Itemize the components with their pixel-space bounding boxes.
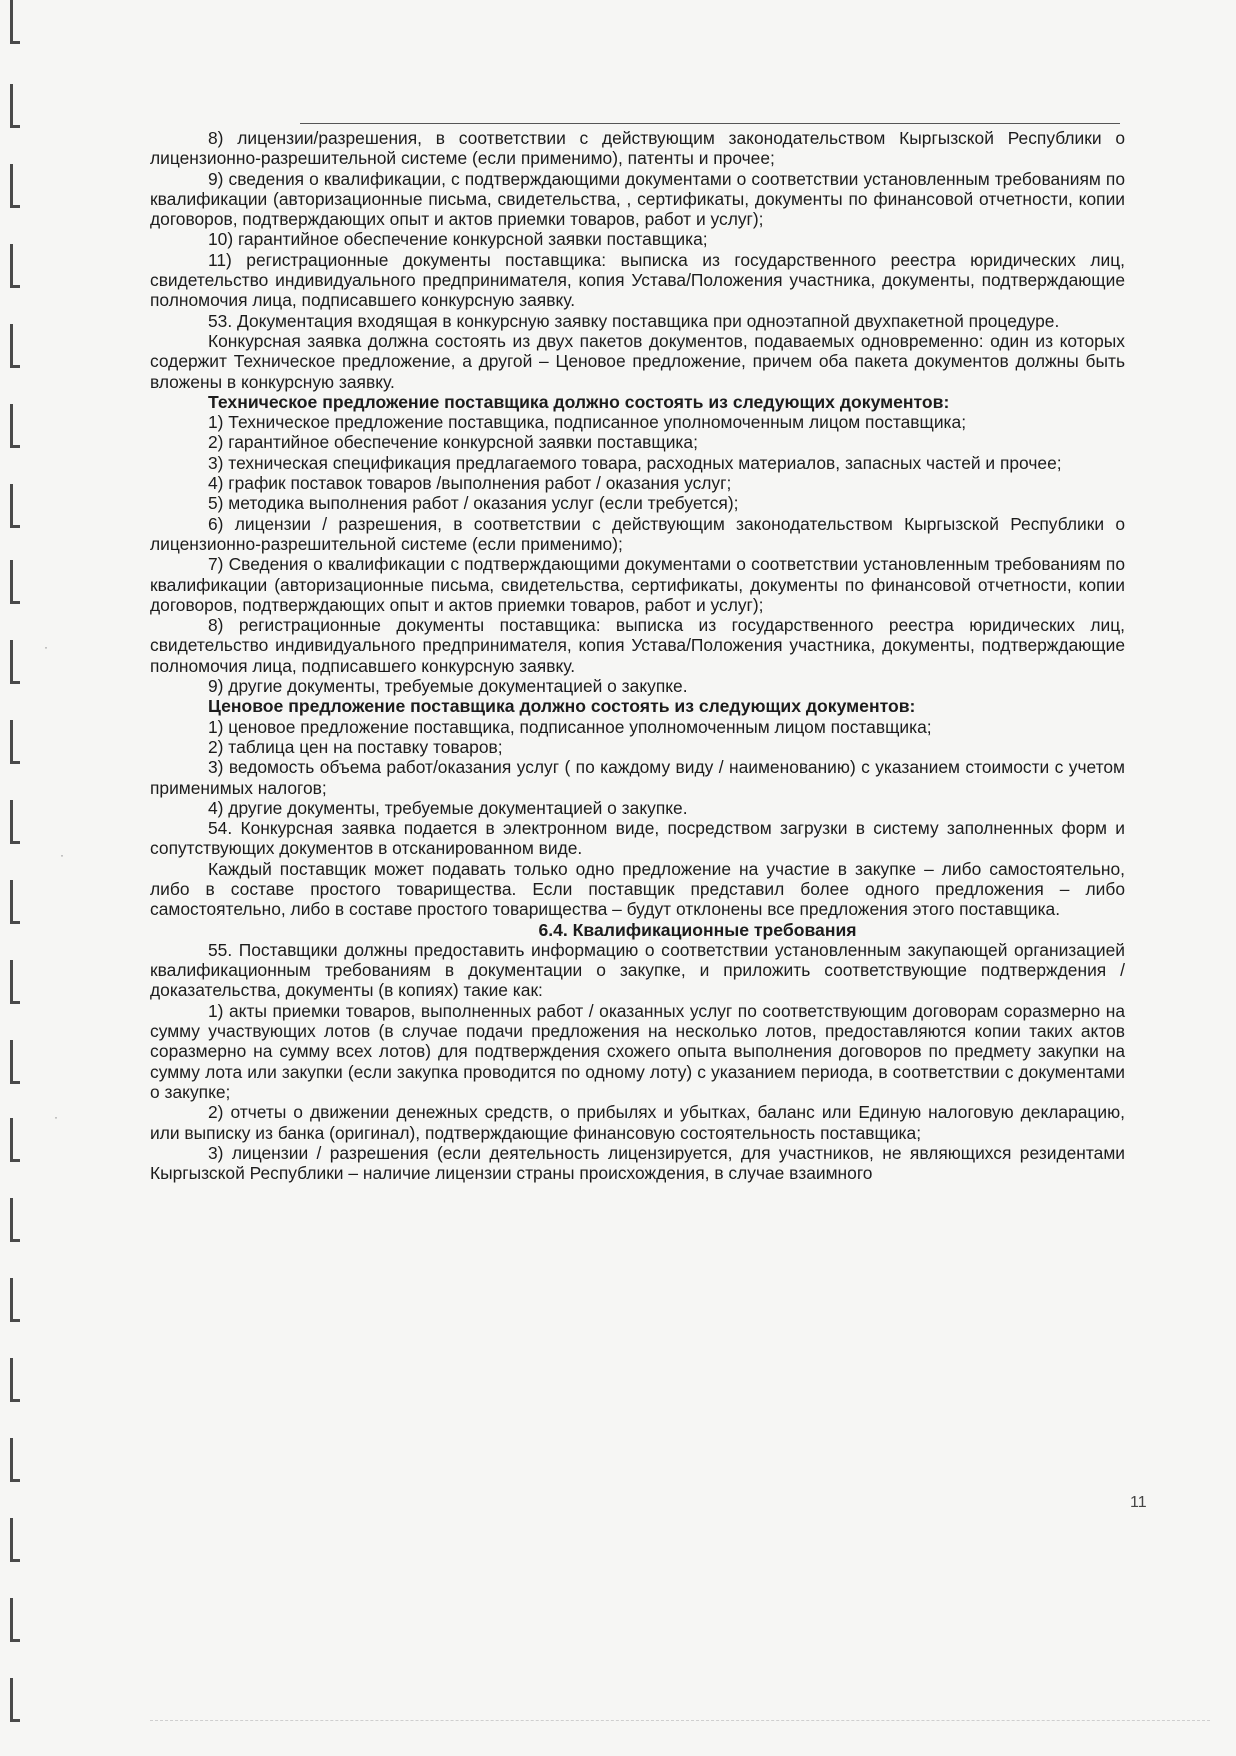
- header-rule: [300, 123, 1120, 124]
- binding-mark: [10, 1438, 20, 1482]
- paragraph: 8) лицензии/разрешения, в соответствии с действующим законодательством Кыргызской Республики о лицензионно-разрешительной системе (если применимо), патенты и прочее;: [150, 128, 1125, 169]
- binding-mark: [10, 1198, 20, 1242]
- binding-mark: [10, 0, 20, 44]
- binding-mark: [10, 960, 20, 1004]
- paragraph: Каждый поставщик может подавать только одно предложение на участие в закупке – либо самостоятельно, либо в составе простого товарищества. Если поставщик представил более одного предложения – либо самостоятельно, либо в составе простого товарищества – будут отклонены все предложения этого поставщика.: [150, 858, 1125, 920]
- paragraph: 1) ценовое предложение поставщика, подписанное уполномоченным лицом поставщика;: [208, 716, 932, 737]
- binding-mark: [10, 1278, 20, 1322]
- binding-mark: [10, 560, 20, 604]
- footer-rule: [150, 1720, 1210, 1721]
- section-title: 6.4. Квалификационные требования: [538, 919, 857, 940]
- binding-holes: [4, 0, 34, 1756]
- binding-mark: [10, 720, 20, 764]
- paragraph: 6) лицензии / разрешения, в соответствии с действующим законодательством Кыргызской Республики о лицензионно-разрешительной системе (если применимо);: [150, 513, 1125, 554]
- subheading: Ценовое предложение поставщика должно состоять из следующих документов:: [208, 696, 916, 717]
- binding-mark: [10, 1358, 20, 1402]
- binding-mark: [10, 484, 20, 528]
- binding-mark: [10, 164, 20, 208]
- paragraph: 55. Поставщики должны предоставить информацию о соответствии установленным закупающей организацией квалификационным требованиям в документации о закупке, и приложить соответствующие подтверждения / доказательства, документы (в копиях) такие как:: [150, 939, 1125, 1001]
- binding-mark: [10, 1598, 20, 1642]
- paragraph: 3) лицензии / разрешения (если деятельность лицензируется, для участников, не являющихся резидентами Кыргызской Республики – наличие лицензии страны происхождения, в случае взаимного: [150, 1142, 1125, 1184]
- binding-mark: [10, 800, 20, 844]
- binding-mark: [10, 1518, 20, 1562]
- scan-speck: ·: [54, 1110, 58, 1124]
- binding-mark: [10, 244, 20, 288]
- subheading: Техническое предложение поставщика должно состоять из следующих документов:: [208, 391, 950, 412]
- binding-mark: [10, 1040, 20, 1084]
- binding-mark: [10, 880, 20, 924]
- paragraph: 11) регистрационные документы поставщика: выписка из государственного реестра юридических лиц, свидетельство индивидуального предпринимателя, копия Устава/Положения участника, документы, подтверждающие полномочия лица, подписавшего конкурсную заявку.: [150, 249, 1125, 311]
- paragraph: 10) гарантийное обеспечение конкурсной заявки поставщика;: [208, 229, 708, 250]
- paragraph: 2) отчеты о движении денежных средств, о прибылях и убытках, баланс или Единую налоговую декларацию, или выписку из банка (оригинал), подтверждающие финансовую состоятельность поставщика;: [150, 1102, 1125, 1143]
- paragraph: 3) техническая спецификация предлагаемого товара, расходных материалов, запасных частей и прочее;: [208, 452, 1062, 473]
- binding-mark: [10, 84, 20, 128]
- paragraph: 53. Документация входящая в конкурсную заявку поставщика при одноэтапной двухпакетной процедуре.: [208, 310, 1060, 331]
- paragraph: 4) другие документы, требуемые документацией о закупке.: [208, 797, 688, 818]
- paragraph: 7) Сведения о квалификации с подтверждающими документами о соответствии установленным требованиям по квалификации (авторизационные письма, свидетельства, сертификаты, документы по финансовой отчетности, копии договоров, подтверждающих опыт и актов приемки товаров, работ и услуг);: [150, 554, 1125, 615]
- page-number: 11: [1130, 1494, 1147, 1511]
- paragraph: 8) регистрационные документы поставщика: выписка из государственного реестра юридических лиц, свидетельство индивидуального предпринимателя, копия Устава/Положения участника, документы, подтверждающие полномочия лица, подписавшего конкурсную заявку.: [150, 615, 1125, 676]
- scan-speck: ·: [60, 848, 64, 862]
- paragraph: 9) другие документы, требуемые документацией о закупке.: [208, 676, 688, 697]
- paragraph: 1) Техническое предложение поставщика, подписанное уполномоченным лицом поставщика;: [208, 412, 967, 433]
- paragraph: Конкурсная заявка должна состоять из двух пакетов документов, подаваемых одновременно: один из которых содержит Техническое предложение, а другой – Ценовое предложение, причем оба пакета документов должны быть вложены в конкурсную заявку.: [150, 330, 1125, 392]
- paragraph: 5) методика выполнения работ / оказания услуг (если требуется);: [208, 493, 739, 514]
- paragraph: 1) акты приемки товаров, выполненных работ / оказанных услуг по соответствующим договорам соразмерно на сумму участвующих лотов (в случае подачи предложения на несколько лотов, предоставляются копии таких актов соразмерно на сумму всех лотов) для подтверждения схожего опыта выполнения договоров по предмету закупки на сумму лота или закупки (если закупка проводится по одному лоту) с указанием периода, в соответствии с документами о закупке;: [150, 1000, 1125, 1102]
- document-body: [150, 128, 1125, 1183]
- binding-mark: [10, 404, 20, 448]
- scan-speck: ·: [44, 640, 48, 654]
- binding-mark: [10, 324, 20, 368]
- binding-mark: [10, 640, 20, 684]
- paragraph: 4) график поставок товаров /выполнения работ / оказания услуг;: [208, 473, 732, 494]
- paragraph: 9) сведения о квалификации, с подтверждающими документами о соответствии установленным требованиям по квалификации (авторизационные письма, свидетельства, , сертификаты, документы по финансовой отчетности, копии договоров, подтверждающих опыт и актов приемки товаров, работ и услуг);: [150, 168, 1125, 230]
- paragraph: 2) таблица цен на поставку товаров;: [208, 736, 503, 757]
- paragraph: 54. Конкурсная заявка подается в электронном виде, посредством загрузки в систему заполненных форм и сопутствующих документов в отсканированном виде.: [150, 818, 1125, 859]
- paragraph: 3) ведомость объема работ/оказания услуг ( по каждому виду / наименованию) с указанием стоимости с учетом применимых налогов;: [150, 757, 1125, 798]
- binding-mark: [10, 1118, 20, 1162]
- binding-mark: [10, 1678, 20, 1722]
- paragraph: 2) гарантийное обеспечение конкурсной заявки поставщика;: [208, 432, 698, 453]
